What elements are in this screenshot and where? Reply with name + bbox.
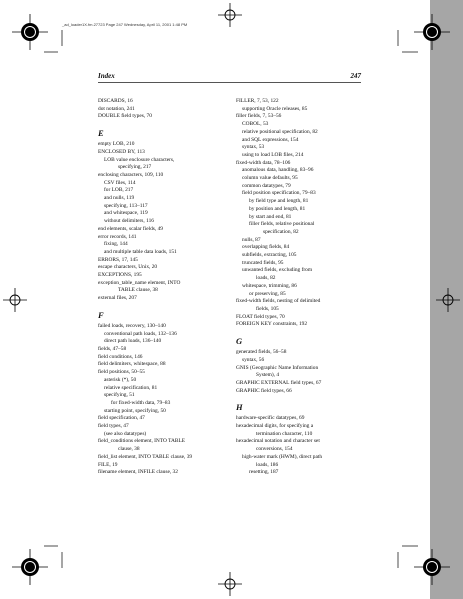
index-entry: or preserving, 85 — [249, 290, 286, 297]
index-entry: ERRORS, 17, 145 — [98, 256, 138, 263]
index-entry: field types, 47 — [98, 423, 129, 430]
index-entry: and nulls, 119 — [104, 195, 135, 202]
index-entry: field delimiters, whitespace, 88 — [98, 361, 166, 368]
index-entry: DOUBLE field types, 70 — [98, 113, 152, 120]
index-entry: external files, 207 — [98, 295, 137, 302]
index-entry: empty LOB, 210 — [98, 141, 135, 148]
index-entry: System), 4 — [256, 372, 280, 379]
index-entry: relative positional specification, 82 — [242, 128, 318, 135]
index-entry: by position and length, 81 — [249, 205, 306, 212]
index-entry: and whitespace, 119 — [104, 210, 148, 217]
index-entry: filename element, INFILE clause, 32 — [98, 469, 178, 476]
index-entry: starting point, specifying, 50 — [104, 407, 166, 414]
index-entry: termination character, 110 — [256, 430, 313, 437]
index-entry: syntax, 56 — [242, 356, 265, 363]
index-entry: field_conditions element, INTO TABLE — [98, 438, 186, 445]
index-entry: unwanted fields, excluding from — [242, 267, 313, 274]
index-entry: supporting Oracle releases, 85 — [242, 105, 308, 112]
index-entry: field position specification, 79–83 — [242, 190, 316, 197]
index-entry: fields, 47–58 — [98, 345, 127, 352]
index-entry: hardware-specific datatypes, 69 — [236, 415, 305, 422]
index-entry: escape characters, Unix, 20 — [98, 264, 158, 271]
index-entry: asterisk (*), 50 — [104, 376, 137, 383]
index-entry: column value defaults, 95 — [242, 175, 298, 182]
section-letter: H — [236, 402, 243, 413]
index-entry: TABLE clause, 38 — [118, 287, 158, 294]
index-entry: filler fields, 7, 53–56 — [236, 113, 282, 120]
index-entry: resetting, 187 — [249, 469, 279, 476]
index-entry: fixed-width data, 78–106 — [236, 159, 291, 166]
index-entry: (see also datatypes) — [104, 430, 147, 437]
print-slug: _ad_loader1X.fm.27723 Page 247 Wednesday, April 11, 2001 1:48 PM — [62, 22, 188, 27]
index-entry: field positions, 50–55 — [98, 369, 145, 376]
index-entry: GRAPHIC field types, 66 — [236, 387, 292, 394]
index-entry: anomalous data, handling, 83–96 — [242, 167, 314, 174]
index-entry: hexadecimal notation and character set — [236, 438, 320, 445]
index-entry: clause, 38 — [118, 446, 140, 453]
index-entry: field specification, 47 — [98, 415, 145, 422]
index-entry: fixing, 144 — [104, 241, 128, 248]
section-letter: F — [98, 309, 104, 320]
index-entry: CSV files, 114 — [104, 179, 136, 186]
index-entry: error records, 141 — [98, 233, 137, 240]
index-entry: ENCLOSED BY, 113 — [98, 148, 145, 155]
index-entry: and multiple table data loads, 151 — [104, 248, 177, 255]
index-entry: direct path loads, 136–140 — [104, 338, 162, 345]
index-entry: loads, 82 — [256, 275, 276, 282]
index-entry: relative specification, 81 — [104, 384, 158, 391]
index-entry: FILE, 19 — [98, 461, 118, 468]
index-entry: end elements, scalar fields, 49 — [98, 225, 163, 232]
index-entry: specifying, 51 — [104, 392, 135, 399]
index-entry: common datatypes, 79 — [242, 182, 291, 189]
index-entry: by field type and length, 81 — [249, 198, 309, 205]
index-entry: EXCEPTIONS, 195 — [98, 272, 142, 279]
index-entry: loads, 186 — [256, 461, 279, 468]
index-entry: COBOL, 53 — [242, 121, 269, 128]
index-entry: field conditions, 146 — [98, 353, 143, 360]
index-entry: overlapping fields, 84 — [242, 244, 290, 251]
index-entry: failed loads, recovery, 130–140 — [98, 322, 166, 329]
index-entry: using to load LOB files, 214 — [242, 151, 304, 158]
index-entry: DISCARDS, 16 — [98, 98, 133, 104]
index-entry: FOREIGN KEY constraints, 192 — [236, 321, 308, 328]
index-entry: subfields, extracting, 105 — [242, 252, 297, 259]
index-entry: by start and end, 81 — [249, 213, 292, 220]
index-entry: FLOAT field types, 70 — [236, 313, 285, 320]
index-entry: GRAPHIC EXTERNAL field types, 67 — [236, 379, 322, 386]
index-entry: truncated fields, 95 — [242, 259, 284, 266]
page-number: 247 — [350, 72, 361, 80]
index-entry: specifying, 113–117 — [104, 202, 148, 209]
index-entry: for fixed-width data, 79–83 — [111, 399, 171, 406]
index-entry: specifying, 217 — [118, 164, 152, 171]
index-entry: generated fields, 56–58 — [236, 349, 287, 356]
index-entry: filler fields, relative positional — [249, 221, 315, 228]
index-entry: for LOB, 217 — [104, 187, 134, 194]
index-entry: conversions, 154 — [256, 446, 293, 453]
index-entry: nulls, 87 — [242, 236, 261, 243]
index-entry: exception_table_name element, INTO — [98, 279, 181, 286]
index-entry: syntax, 53 — [242, 144, 265, 151]
index-entry: FILLER, 7, 53, 122 — [236, 98, 279, 104]
index-entry: without delimiters, 116 — [104, 218, 154, 225]
index-entry: whitespace, trimming, 86 — [242, 282, 297, 289]
index-entry: dot notation, 241 — [98, 105, 135, 112]
index-entry: high-water mark (HWM), direct path — [242, 453, 323, 460]
index-entry: specification, 82 — [263, 228, 299, 235]
index-entry: GNIS (Geographic Name Information — [236, 364, 319, 371]
header-title: Index — [98, 72, 115, 80]
index-entry: field_list element, INTO TABLE clause, 39 — [98, 453, 193, 460]
index-entry: fixed-width fields, nesting of delimited — [236, 298, 321, 305]
index-entry: fields, 105 — [256, 305, 279, 312]
index-entry: and SQL expressions, 154 — [242, 136, 299, 143]
index-entry: hexadecimal digits, for specifying a — [236, 423, 314, 430]
section-letter: G — [236, 336, 243, 347]
section-letter: E — [98, 128, 104, 139]
index-entry: LOB value enclosure characters, — [104, 156, 175, 163]
index-entry: conventional path loads, 132–136 — [104, 330, 177, 337]
index-entry: enclosing characters, 109, 110 — [98, 171, 164, 178]
